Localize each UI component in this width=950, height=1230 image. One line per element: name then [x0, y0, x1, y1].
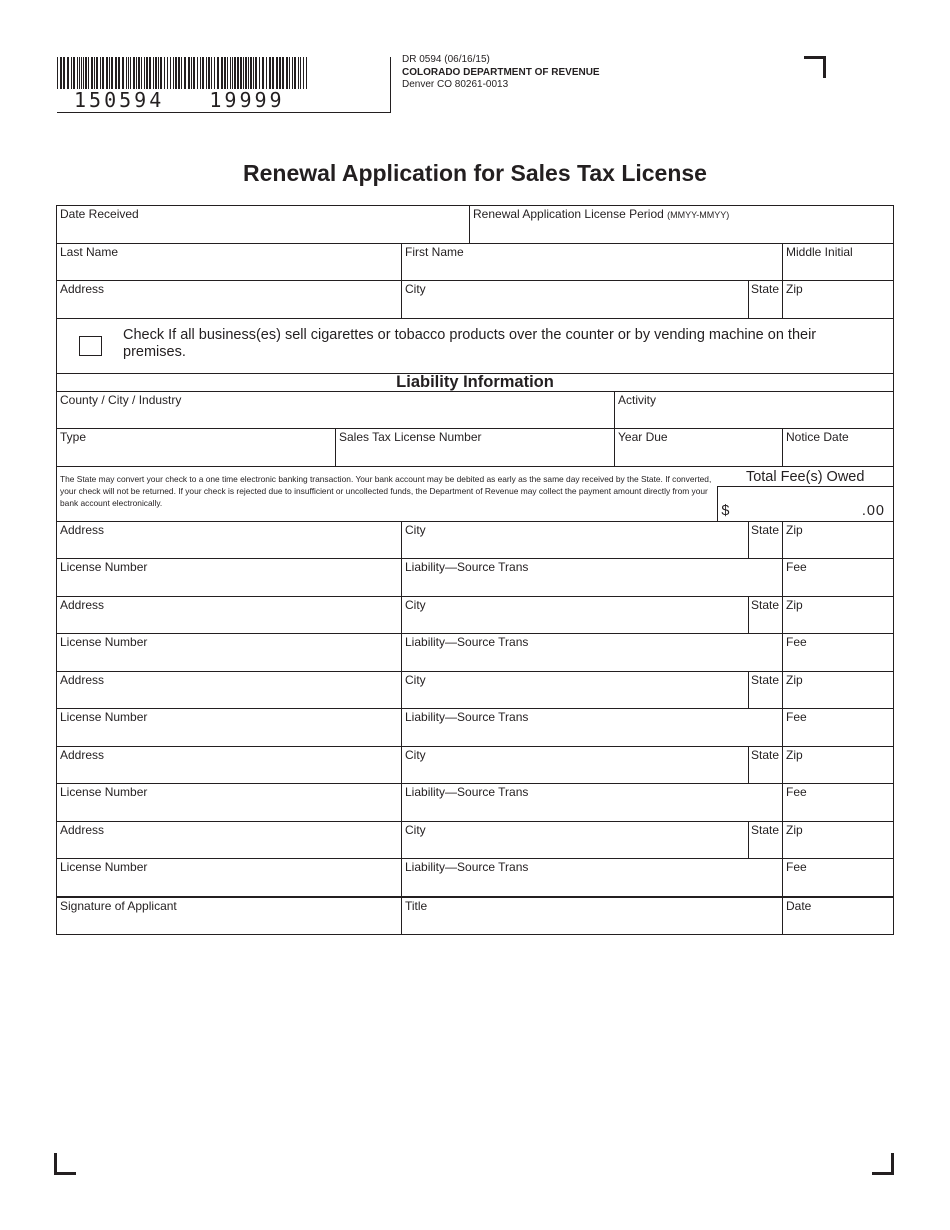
license-number-field[interactable]: [57, 859, 402, 896]
page-title: Renewal Application for Sales Tax License: [243, 160, 707, 186]
barcode-bar: [102, 57, 104, 89]
field-label: Title: [405, 898, 428, 913]
field-label: Sales Tax License Number: [339, 430, 482, 444]
barcode-bar: [240, 57, 242, 89]
barcode-bar: [292, 57, 293, 89]
field-label: Liability—Source Trans: [405, 860, 529, 874]
barcode-bar: [118, 57, 120, 89]
field-label: First Name: [405, 244, 464, 259]
renewal-period-field[interactable]: [470, 206, 893, 243]
divider: [390, 57, 391, 113]
field-label: Zip: [786, 672, 803, 687]
barcode-image: [57, 57, 309, 89]
field-label: Address: [60, 672, 105, 687]
city-field[interactable]: [402, 281, 749, 318]
barcode-bar: [248, 57, 249, 89]
barcode-bar: [298, 57, 299, 89]
location-license-row: [57, 634, 893, 672]
barcode-bar: [286, 57, 288, 89]
barcode-bar: [282, 57, 284, 89]
field-label: Middle Initial: [786, 244, 853, 259]
barcode-bar: [188, 57, 190, 89]
barcode-bar: [164, 57, 165, 89]
field-label: Activity: [618, 392, 657, 407]
currency-symbol: $: [721, 502, 730, 519]
sales-tax-license-number-field[interactable]: [336, 429, 615, 466]
cents-suffix: .00: [861, 502, 885, 519]
barcode-bar: [173, 57, 174, 89]
total-fee-box: [717, 467, 893, 521]
field-label: Renewal Application License Period: [473, 207, 664, 221]
application-form: [56, 205, 894, 935]
signer-title-field[interactable]: [402, 898, 783, 935]
barcode-bar: [153, 57, 154, 89]
location-zip-field[interactable]: [783, 672, 893, 709]
field-label: License Number: [60, 560, 148, 574]
location-zip-field[interactable]: [783, 522, 893, 559]
location-address-row: [57, 822, 893, 860]
barcode-bar: [67, 57, 69, 89]
form-header: [402, 54, 600, 92]
location-address-field[interactable]: [57, 747, 402, 784]
barcode-bar: [191, 57, 192, 89]
field-label: State: [751, 522, 780, 537]
location-address-field[interactable]: [57, 822, 402, 859]
form-id: DR 0594 (06/16/15): [402, 54, 490, 65]
barcode-bar: [197, 57, 198, 89]
field-label: License Number: [60, 710, 148, 724]
barcode-bar: [300, 57, 301, 89]
total-fee-label: Total Fee(s) Owed: [717, 467, 893, 487]
barcode-bar: [262, 57, 264, 89]
field-label: Date Received: [60, 207, 139, 221]
crop-mark: [54, 1153, 76, 1175]
field-label: City: [405, 672, 426, 687]
location-state-field[interactable]: [749, 822, 783, 859]
location-state-field[interactable]: [749, 522, 783, 559]
notice-date-field[interactable]: [783, 429, 893, 466]
location-address-field[interactable]: [57, 597, 402, 634]
barcode-bar: [71, 57, 72, 89]
barcode-bar: [181, 57, 182, 89]
form-row: [57, 244, 893, 282]
location-state-field[interactable]: [749, 597, 783, 634]
barcode-bar: [91, 57, 93, 89]
barcode-bar: [94, 57, 95, 89]
type-field[interactable]: [57, 429, 336, 466]
field-label: Zip: [786, 282, 803, 296]
barcode-bar: [100, 57, 101, 89]
location-license-row: [57, 784, 893, 822]
barcode-bar: [73, 57, 75, 89]
location-address-row: [57, 747, 893, 785]
liability-source-field[interactable]: [402, 559, 783, 596]
barcode-bar: [138, 57, 140, 89]
barcode-bar: [81, 57, 82, 89]
middle-initial-field[interactable]: [783, 244, 893, 281]
barcode-bar: [79, 57, 80, 89]
year-due-field[interactable]: [615, 429, 783, 466]
barcode-bar: [250, 57, 252, 89]
barcode-bar: [214, 57, 215, 89]
section-heading: Liability Information: [57, 374, 893, 392]
payment-notice-row: [57, 467, 893, 522]
barcode-bar: [276, 57, 278, 89]
barcode-bar: [155, 57, 157, 89]
barcode-bar: [130, 57, 131, 89]
field-label: State: [751, 747, 780, 762]
barcode-bar: [167, 57, 168, 89]
barcode-bar: [146, 57, 148, 89]
barcode-bar: [170, 57, 171, 89]
location-state-field[interactable]: [749, 672, 783, 709]
liability-source-field[interactable]: [402, 859, 783, 896]
barcode-bar: [255, 57, 257, 89]
fee-field[interactable]: [783, 709, 893, 746]
field-label: State: [751, 597, 780, 612]
location-address-field[interactable]: [57, 522, 402, 559]
field-label: Fee: [786, 560, 807, 574]
barcode-bar: [136, 57, 137, 89]
barcode-bar: [303, 57, 304, 89]
field-label: License Number: [60, 635, 148, 649]
location-state-field[interactable]: [749, 747, 783, 784]
barcode-bar: [237, 57, 239, 89]
location-city-field[interactable]: [402, 822, 749, 859]
barcode-bar: [160, 57, 162, 89]
location-zip-field[interactable]: [783, 822, 893, 859]
barcode-bar: [259, 57, 260, 89]
field-label: Fee: [786, 710, 807, 724]
liability-source-field[interactable]: [402, 784, 783, 821]
field-label: License Number: [60, 860, 148, 874]
agency-name: COLORADO DEPARTMENT OF REVENUE: [402, 66, 600, 78]
field-label: Zip: [786, 522, 803, 537]
agency-address: Denver CO 80261-0013: [402, 79, 509, 90]
location-license-row: [57, 859, 893, 897]
barcode-bar: [230, 57, 231, 89]
barcode-bar: [202, 57, 204, 89]
crop-mark: [804, 56, 826, 78]
divider: [57, 112, 391, 113]
barcode-bar: [200, 57, 201, 89]
location-address-row: [57, 672, 893, 710]
barcode-bar: [96, 57, 98, 89]
barcode-bar: [272, 57, 274, 89]
barcode-bar: [221, 57, 223, 89]
field-label: Date: [786, 898, 812, 913]
form-row: [57, 206, 893, 244]
tobacco-checkbox[interactable]: [79, 336, 102, 356]
field-label: County / City / Industry: [60, 392, 182, 407]
barcode-bar: [227, 57, 228, 89]
barcode-bar: [232, 57, 233, 89]
license-number-field[interactable]: [57, 559, 402, 596]
tobacco-checkbox-label: Check If all business(es) sell cigarettes or tobacco products over the counter or by vending machine on their premises.: [123, 327, 817, 360]
barcode-bar: [106, 57, 108, 89]
location-zip-field[interactable]: [783, 597, 893, 634]
field-label: State: [751, 822, 780, 837]
barcode-bar: [206, 57, 207, 89]
barcode-bar: [269, 57, 271, 89]
form-row: [57, 281, 893, 319]
state-field[interactable]: [749, 281, 783, 318]
field-label: Liability—Source Trans: [405, 710, 529, 724]
barcode-bar: [253, 57, 254, 89]
field-label: City: [405, 747, 426, 762]
field-label: Signature of Applicant: [60, 898, 177, 913]
field-label: Address: [60, 747, 105, 762]
field-label: Liability—Source Trans: [405, 635, 529, 649]
field-label: State: [751, 672, 780, 687]
first-name-field[interactable]: [402, 244, 783, 281]
payment-notice: The State may convert your check to a one time electronic banking transaction. Your bank account may be debited as early as the same day received by the State. If converted, your check will not be returned. If your check is rejected due to insufficient or uncollected funds, the Department of Revenue may collect the payment amount directly from your bank account electronically.: [60, 473, 712, 508]
barcode-bar: [224, 57, 226, 89]
barcode-bar: [208, 57, 210, 89]
last-name-field[interactable]: [57, 244, 402, 281]
barcode-bar: [77, 57, 78, 89]
field-label: Liability—Source Trans: [405, 560, 529, 574]
signature-date-field[interactable]: [783, 898, 893, 935]
barcode-bar: [141, 57, 142, 89]
barcode-bar: [306, 57, 307, 89]
field-label: Last Name: [60, 244, 119, 259]
barcode-bar: [158, 57, 159, 89]
field-label: Liability—Source Trans: [405, 785, 529, 799]
barcode-bar: [63, 57, 65, 89]
location-address-field[interactable]: [57, 672, 402, 709]
barcode-bar: [88, 57, 89, 89]
barcode-bar: [144, 57, 145, 89]
location-license-row: [57, 559, 893, 597]
signature-field[interactable]: [57, 898, 402, 935]
field-label: Notice Date: [786, 430, 849, 444]
license-number-field[interactable]: [57, 784, 402, 821]
fee-field[interactable]: [783, 784, 893, 821]
crop-mark: [872, 1153, 894, 1175]
barcode-bar: [122, 57, 124, 89]
fee-field[interactable]: [783, 634, 893, 671]
barcode-bar: [149, 57, 151, 89]
barcode-bar: [294, 57, 296, 89]
field-label: City: [405, 597, 426, 612]
barcode-bar: [85, 57, 87, 89]
form-row: [57, 429, 893, 467]
barcode-bar: [109, 57, 110, 89]
total-fee-input[interactable]: [718, 487, 893, 521]
barcode-bar: [126, 57, 127, 89]
liability-source-field[interactable]: [402, 634, 783, 671]
field-label: City: [405, 522, 426, 537]
fee-field[interactable]: [783, 559, 893, 596]
location-city-field[interactable]: [402, 597, 749, 634]
barcode-bar: [83, 57, 84, 89]
field-label: Address: [60, 822, 105, 837]
location-zip-field[interactable]: [783, 747, 893, 784]
field-label: Address: [60, 282, 105, 296]
signature-row: [57, 897, 893, 935]
field-label: Address: [60, 522, 105, 537]
field-format-hint: (MMYY-MMYY): [667, 210, 730, 220]
location-address-row: [57, 597, 893, 635]
field-label: Fee: [786, 635, 807, 649]
field-label: State: [751, 282, 780, 296]
barcode-bar: [245, 57, 247, 89]
barcode-bar: [193, 57, 195, 89]
field-label: Address: [60, 597, 105, 612]
barcode-number: 150594 19999: [74, 88, 285, 112]
barcode-bar: [133, 57, 135, 89]
license-number-field[interactable]: [57, 634, 402, 671]
barcode-bar: [175, 57, 177, 89]
barcode-bar: [266, 57, 267, 89]
barcode-bar: [289, 57, 290, 89]
field-label: Zip: [786, 822, 803, 837]
field-label: Type: [60, 430, 87, 444]
location-city-field[interactable]: [402, 522, 749, 559]
barcode-bar: [279, 57, 281, 89]
activity-field[interactable]: [615, 392, 893, 429]
county-city-industry-field[interactable]: [57, 392, 615, 429]
barcode-bar: [115, 57, 117, 89]
fee-field[interactable]: [783, 859, 893, 896]
barcode-bar: [57, 57, 58, 89]
date-received-field[interactable]: [57, 206, 470, 243]
field-label: Zip: [786, 597, 803, 612]
barcode-bar: [128, 57, 129, 89]
form-row: [57, 392, 893, 430]
field-label: Fee: [786, 785, 807, 799]
field-label: License Number: [60, 785, 148, 799]
field-label: Zip: [786, 747, 803, 762]
barcode-bar: [111, 57, 113, 89]
barcode-bar: [60, 57, 62, 89]
field-label: Year Due: [618, 430, 668, 444]
field-label: City: [405, 282, 426, 296]
barcode-bar: [211, 57, 212, 89]
barcode-bar: [243, 57, 244, 89]
barcode-bar: [178, 57, 180, 89]
license-number-field[interactable]: [57, 709, 402, 746]
location-city-field[interactable]: [402, 672, 749, 709]
barcode-bar: [234, 57, 236, 89]
location-address-row: [57, 522, 893, 560]
field-label: Fee: [786, 860, 807, 874]
liability-source-field[interactable]: [402, 709, 783, 746]
location-city-field[interactable]: [402, 747, 749, 784]
barcode-bar: [217, 57, 219, 89]
zip-field[interactable]: [783, 281, 893, 318]
location-license-row: [57, 709, 893, 747]
address-field[interactable]: [57, 281, 402, 318]
tobacco-row: [57, 319, 893, 374]
field-label: City: [405, 822, 426, 837]
barcode-bar: [184, 57, 186, 89]
